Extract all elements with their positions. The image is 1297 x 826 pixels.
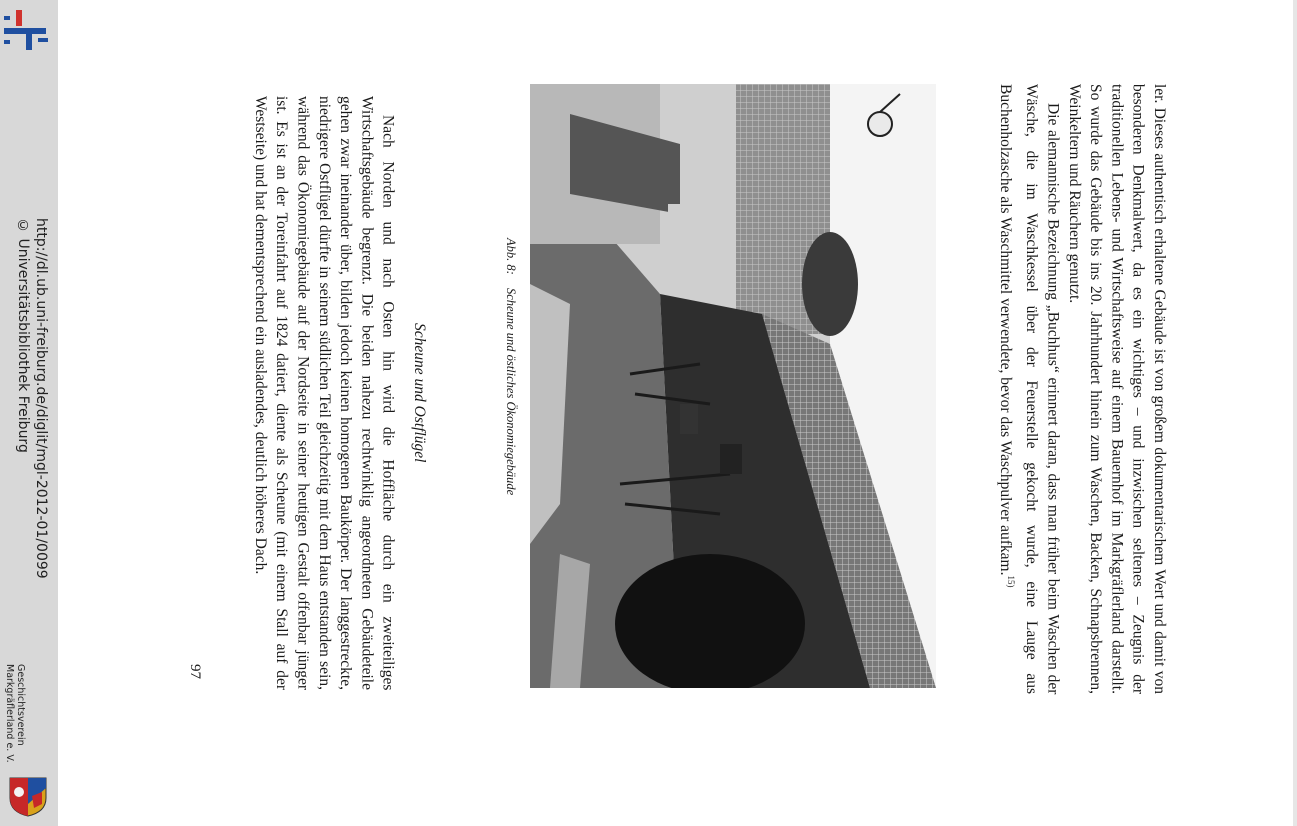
paragraph: Nach Norden und nach Osten hin wird die Hoffläche durch ein zweiteiliges Wirtschaftsgebäude begrenzt. Die beiden nahezu rechtwinklig angeordneten Gebäudeteile gehen zwar ineinander über, bilden jedoch keinen homogenen Baukörper. Der langgestreckte, niedrigere Ostflügel dürfte in seinem südlichen Teil gleichzeitig mit dem Haus entstanden sein, während das Ökonomiegebäude auf der Nordseite in seiner heutigen Gestalt offenbar jünger ist. Es ist an der Toreinfahrt auf 1824 datiert, diente als Scheune (mit einem Stall auf der Westseite) und hat dementsprechend ein ausladendes, deutlich höheres Dach.	[251, 96, 397, 690]
section-heading: Scheune und Ostflügel	[411, 323, 428, 463]
caption-label: Abb. 8:	[504, 238, 518, 275]
paragraph: ler. Dieses authentisch erhaltene Gebäude ist von großem dokumentarischem Wert und damit von besonderen Denkmalwert, da es ein wichtiges – und inzwischen seltenes – Zeugnis der traditionellen Lebens- und Wirtschaftsweise auf einem Bauernhof im Markgräflerland darstellt. So wurde das Gebäude bis ins 20. Jahrhundert hinein zum Waschen, Backen, Schnapsbrennen, Weinkeltern und Räuchern genutzt.	[1065, 84, 1168, 694]
page-edge	[1293, 0, 1297, 826]
paragraph-text: Die alemannische Bezeichnung „Buchhus“ erinnert daran, dass man früher beim Waschen der Wäsche, die im Waschkessel über der Feuerstelle gekocht wurde, eine Lauge aus Buchenholzasche als Waschmittel verwendete, bevor das Waschpulver aufkam.	[996, 84, 1062, 694]
caption-text: Scheune und östliches Ökonomiegebäude	[504, 287, 518, 496]
society-crest-icon	[6, 774, 50, 818]
society-name	[4, 664, 26, 763]
farmyard-photo	[530, 84, 936, 688]
text-column-2	[240, 96, 430, 690]
page-number: 97	[187, 664, 203, 679]
figure-caption	[492, 238, 518, 538]
society-line-1: Geschichtsverein	[15, 664, 26, 746]
university-library-logo[interactable]	[4, 10, 50, 52]
source-url[interactable]	[14, 218, 50, 579]
url-text[interactable]: http://dl.ub.uni-freiburg.de/diglit/mgl-2012-01/0099	[33, 218, 49, 579]
copyright-text: © Universitätsbibliothek Freiburg	[15, 218, 31, 453]
text-column-1	[958, 84, 1170, 694]
viewer-sidebar	[0, 0, 58, 826]
footnote-ref: 15)	[1005, 575, 1016, 588]
society-line-2: Markgräflerland e. V.	[4, 664, 15, 763]
paragraph	[994, 84, 1063, 694]
